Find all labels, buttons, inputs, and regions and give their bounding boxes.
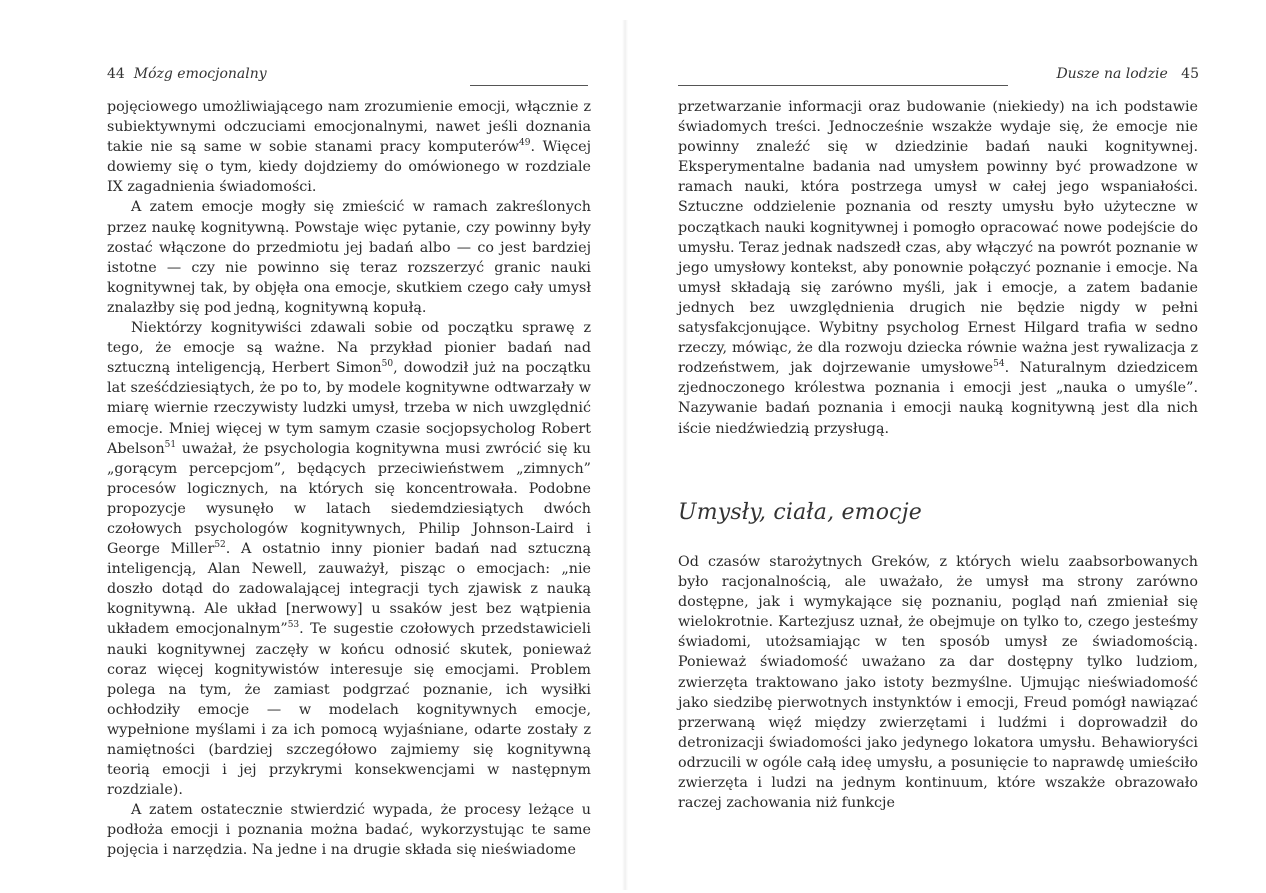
text-run: . Te sugestie czołowych przedstawicieli nauki kognitywnej zaczęły w końcu odnosić skutek, ponieważ coraz więcej kognitywistów interesuje się emocjami. Problem polega na tym, że zamiast podgrzać poznanie, ich wysiłki ochłodziły emocje — w modelach kognitywnych emocje, wypełnione myślami i za ich pomocą wyjaśniane, odarte zostały z namiętności (bardziej szczegółowo zajmiemy się kognitywną teorią emocji i jej przykrymi konsekwencjami w następnym rozdziale). (107, 621, 591, 799)
text-run: A zatem emocje mogły się zmieścić w ramach zakreślonych przez naukę kognitywną. Powstaje więc pytanie, czy powinny były zostać włączone do przedmiotu jej badań albo — co jest bardziej istotne — czy nie powinno się teraz rozszerzyć granic nauki kognitywnej tak, by objęła ona emocje, skutkiem czego cały umysł znalazłby się pod jedną, kognitywną kopułą. (107, 199, 591, 316)
footnote-marker: 52 (214, 540, 226, 551)
right-body-text-top (678, 97, 1198, 439)
section-heading: Umysły, ciała, emocje (678, 500, 922, 525)
footnote-marker: 54 (993, 359, 1005, 370)
text-run: . Więcej dowiemy się o tym, kiedy dojdziemy do omówionego w rozdziale IX zagadnienia świadomości. (107, 139, 591, 196)
right-page-number: 45 (1181, 66, 1199, 82)
book-gutter (622, 20, 628, 890)
paragraph (107, 800, 591, 860)
right-page (630, 0, 1266, 893)
footnote-marker: 51 (164, 439, 177, 450)
footnote-marker: 53 (287, 620, 300, 631)
right-running-title: Dusze na lodzie (1056, 66, 1168, 82)
left-header-rule (470, 85, 588, 86)
right-body-text-bottom (678, 552, 1198, 813)
text-run: pojęciowego umożliwiającego nam zrozumienie emocji, włącznie z subiektywnymi odczuciami emocjonalnymi, nawet jeśli doznania takie nie są same w sobie stanami pracy komputerów (107, 99, 591, 156)
left-page (0, 0, 630, 893)
left-body-text (107, 97, 591, 861)
paragraph (107, 318, 591, 800)
text-run: uważał, że psychologia kognitywna musi zwrócić się ku „gorącym percepcjom”, będących przeciwieństwem „zimnych” procesów logicznych, na których się koncentrowała. Podobne propozycje wysunęło w latach siedemdziesiątych dwóch czołowych psychologów kognitywnych, Philip Johnson-Laird i George Miller (107, 440, 591, 558)
paragraph (107, 97, 591, 197)
text-run: . Naturalnym dziedzicem zjednoczonego królestwa poznania i emocji jest „nauka o umyśle”. Nazywanie badań poznania i emocji nauką kognitywną jest dla nich iście niedźwiedzią przysługą. (678, 360, 1198, 437)
paragraph (678, 552, 1198, 813)
text-run: Niektórzy kognitywiści zdawali sobie od początku sprawę z tego, że emocje są ważne. Na przykład pionier badań nad sztuczną inteligencją, Herbert Simon (107, 320, 591, 377)
right-header-rule (678, 85, 1008, 86)
footnote-marker: 49 (519, 138, 531, 149)
paragraph (107, 197, 591, 318)
left-running-title: Mózg emocjonalny (133, 66, 267, 82)
text-run: A zatem ostatecznie stwierdzić wypada, że procesy leżące u podłoża emocji i poznania można badać, wykorzystując te same pojęcia i narzędzia. Na jedne i na drugie składa się nieświadome (107, 802, 591, 859)
left-page-number: 44 (107, 66, 125, 82)
left-running-head (107, 66, 267, 82)
text-run: . A ostatnio inny pionier badań nad sztuczną inteligencją, Alan Newell, zauważył, pisząc o emocjach: „nie doszło dotąd do zadowalającej integracji tych zjawisk z nauką kognitywną. Ale układ [nerwowy] u ssaków jest bez wątpienia układem emocjonalnym” (107, 541, 591, 638)
text-run: Od czasów starożytnych Greków, z których wielu zaabsorbowanych było racjonalnością, ale uważało, że umysł ma strony zarówno dostępne, jak i wymykające się poznaniu, pogląd nań zmieniał się wielokrotnie. Kartezjusz uznał, że obejmuje on tylko to, czego jesteśmy świadomi, utożsamiając w ten sposób umysł ze świadomością. Ponieważ świadomość uważano za dar dostępny tylko ludziom, zwierzęta traktowano jako istoty bezmyślne. Ujmując nieświadomość jako siedzibę pierwotnych instynktów i emocji, Freud pomógł nawiązać przerwaną więź między zwierzętami i ludźmi i doprowadził do detronizacji świadomości jako jedynego lokatora umysłu. Behawioryści odrzucili w ogóle całą ideę umysłu, a posunięcie to naprawdę umieściło zwierzęta i ludzi na jednym kontinuum, które wszakże obrazowało raczej zachowania niż funkcje (678, 554, 1198, 812)
footnote-marker: 50 (381, 359, 394, 370)
paragraph (678, 97, 1198, 439)
right-running-head (1056, 66, 1199, 82)
text-run: przetwarzanie informacji oraz budowanie (niekiedy) na ich podstawie świadomych treści. Jednocześnie wszakże wydaje się, że emocje nie powinny znaleźć się w dziedzinie badań nauki kognitywnej. Eksperymentalne badania nad umysłem powinny być prowadzone w ramach nauki, która postrzega umysł w całej jego wspaniałości. Sztuczne oddzielenie poznania od reszty umysłu było użyteczne w początkach nauki kognitywnej i pomogło opracować nowe podejście do umysłu. Teraz jednak nadszedł czas, aby włączyć na powrót poznanie w jego umysłowy kontekst, aby ponownie połączyć poznanie i emocje. Na umysł składają się zarówno myśli, jak i emocje, a zatem badanie jednych bez uwzględnienia drugich nie będzie nigdy w pełni satysfakcjonujące. Wybitny psycholog Ernest Hilgard trafia w sedno rzeczy, mówiąc, że dla rozwoju dziecka równie ważna jest rywalizacja z rodzeństwem, jak dojrzewanie umysłowe (678, 99, 1198, 377)
text-run: , dowodził już na początku lat sześćdziesiątych, że po to, by modele kognitywne odtwarzały w miarę wiernie rzeczywisty ludzki umysł, trzeba w nich uwzględnić emocje. Mniej więcej w tym samym czasie socjopsycholog Robert Abelson (107, 360, 591, 457)
